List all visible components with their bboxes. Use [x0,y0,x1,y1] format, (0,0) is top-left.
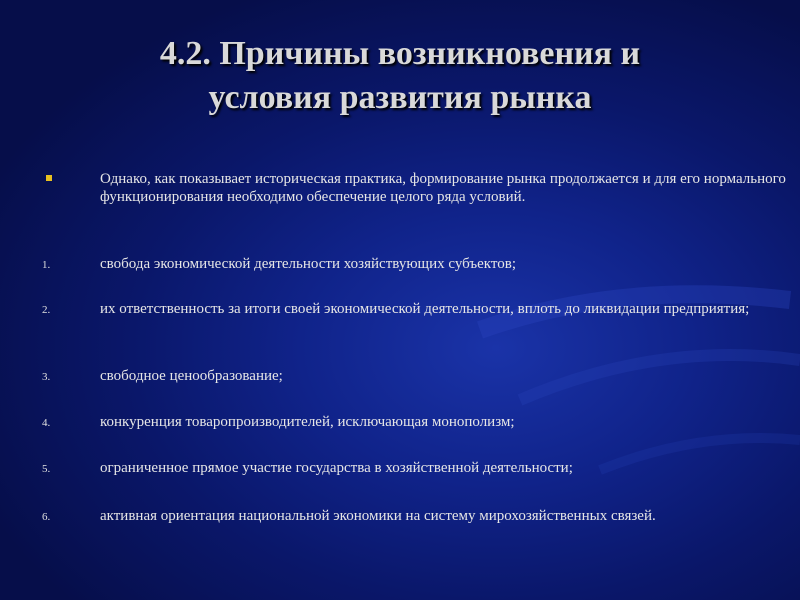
list-item-text: ограниченное прямое участие государства в хозяйственной деятельности; [100,460,573,476]
list-item-text: свобода экономической деятельности хозяйствующих субъектов; [100,256,516,272]
list-item-number: 3. [42,371,51,383]
list-item-text: их ответственность за итоги своей экономической деятельности, вплоть до ликвидации предприятия; [100,301,750,317]
list-item-number: 5. [42,463,51,475]
list-item-text: активная ориентация национальной экономики на систему мирохозяйственных связей. [100,508,656,524]
list-item-number: 1. [42,259,51,271]
slide-title [60,32,740,120]
list-item-text: свободное ценообразование; [100,368,283,384]
list-item-number: 4. [42,417,51,429]
square-bullet-icon [46,175,52,181]
intro-text: Однако, как показывает историческая практика, формирование рынка продолжается и для его нормального функционирования необходимо обеспечение целого ряда условий. [100,171,786,205]
slide-title-line-1: 4.2. Причины возникновения и [159,35,641,72]
list-item-number: 6. [42,511,51,523]
slide-title-line-2: условия развития рынка [208,79,592,116]
list-item-text: конкуренция товаропроизводителей, исключающая монополизм; [100,414,515,430]
list-item-number: 2. [42,304,51,316]
